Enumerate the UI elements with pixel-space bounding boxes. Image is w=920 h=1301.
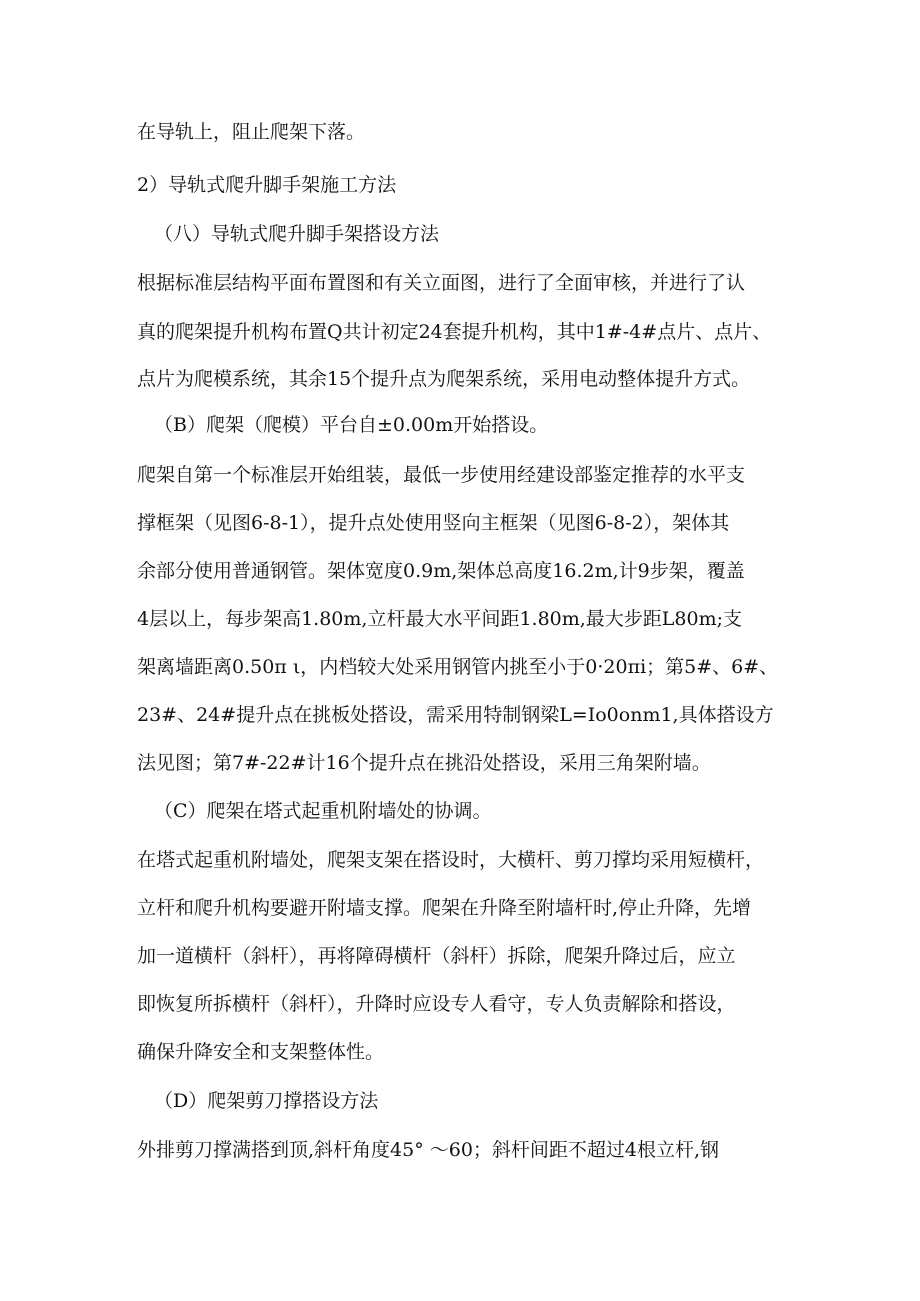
subsection-heading-d: （D）爬架剪刀撑搭设方法 <box>154 1090 379 1112</box>
text-line-18: 加一道横杆（斜杆），再将障碍横杆（斜杆）拆除，爬架升降过后，应立 <box>137 945 736 967</box>
text-line-5: 真的爬架提升机构布置Q共计初定24套提升机构，其中1#-4#点片、点片、 <box>137 321 772 343</box>
text-line-13: 23#、24#提升点在挑板处搭设，需采用特制钢梁L=Io0onm1,具体搭设方 <box>137 704 774 726</box>
text-line-20: 确保升降安全和支架整体性。 <box>137 1041 385 1063</box>
text-line-11: 4层以上，每步架高1.80m,立杆最大水平间距1.80m,最大步距L80m;支 <box>137 608 743 630</box>
text-line-8: 爬架自第一个标准层开始组装，最低一步使用经建设部鉴定推荐的水平支 <box>137 464 746 486</box>
text-line-19: 即恢复所拆横杆（斜杆），升降时应设专人看守，专人负责解除和搭设， <box>137 993 736 1015</box>
text-line-1: 在导轨上，阻止爬架下落。 <box>137 121 366 143</box>
section-heading-2: 2）导轨式爬升脚手架施工方法 <box>137 174 397 196</box>
text-line-16: 在塔式起重机附墙处，爬架支架在搭设时，大横杆、剪刀撑均采用短横杆， <box>137 849 765 871</box>
text-line-22: 外排剪刀撑满搭到顶,斜杆角度45° ～60；斜杆间距不超过4根立杆,钢 <box>137 1139 720 1161</box>
subsection-heading-8: （八）导轨式爬升脚手架搭设方法 <box>154 223 440 245</box>
text-line-14: 法见图；第7#-22#计16个提升点在挑沿处搭设，采用三角架附墙。 <box>137 752 711 774</box>
text-line-10: 余部分使用普通钢管。架体宽度0.9m,架体总高度16.2m,计9步架，覆盖 <box>137 560 745 582</box>
subsection-heading-c: （C）爬架在塔式起重机附墙处的协调。 <box>154 800 492 822</box>
text-line-6: 点片为爬模系统，其余15个提升点为爬架系统，采用电动整体提升方式。 <box>137 368 751 390</box>
subsection-heading-b: （B）爬架（爬模）平台自±0.00m开始搭设。 <box>154 414 549 436</box>
text-line-12: 架离墙距离0.50π ι，内档较大处采用钢管内挑至小于0·20πi；第5#、6#、 <box>137 656 779 678</box>
text-line-9: 撑框架（见图6-8-1），提升点处使用竖向主框架（见图6-8-2），架体其 <box>137 512 730 534</box>
text-line-17: 立杆和爬升机构要避开附墙支撑。爬架在升降至附墙杆时,停止升降，先增 <box>137 897 752 919</box>
text-line-4: 根据标准层结构平面布置图和有关立面图，进行了全面审核，并进行了认 <box>137 272 746 294</box>
